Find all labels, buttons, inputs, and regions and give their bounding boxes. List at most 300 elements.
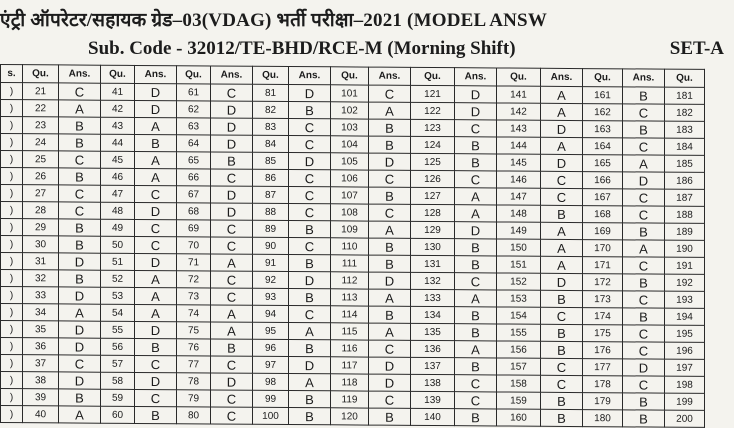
question-number-cell: 128 [411,204,455,221]
answer-cell: C [211,288,253,305]
question-number-cell: 72 [177,271,211,288]
header-serial: s. [1,65,23,83]
question-number-cell: 126 [411,170,455,187]
answer-cell: D [135,100,177,117]
answer-cell: B [289,408,331,425]
answer-cell: D [59,287,101,304]
question-number-cell: 112 [331,272,369,289]
header-answer: Ans. [59,65,101,83]
answer-cell: C [369,204,411,221]
header-question: Qu. [411,67,455,85]
answer-cell: A [369,323,411,340]
question-number-cell: 159 [497,392,541,409]
answer-cell: C [211,220,253,237]
answer-cell: D [211,135,253,152]
question-number-cell: 89 [253,220,289,237]
answer-cell: C [369,85,411,102]
question-number-cell: 136 [411,340,455,357]
answer-cell: D [59,338,101,355]
answer-cell: D [211,118,253,135]
question-number-cell: 108 [331,204,369,221]
header-question: Qu. [23,65,59,83]
answer-cell: A [455,341,497,358]
question-number-cell: 42 [101,100,135,117]
answer-cell: D [369,272,411,289]
header-question: Qu. [497,68,541,86]
answer-cell: C [369,340,411,357]
subject-code: Sub. Code - 32012/TE-BHD/RCE-M (Morning Shift) [88,38,516,59]
question-number-cell: 113 [331,289,369,306]
answer-cell: D [623,172,665,189]
serial-cell: ) [1,389,23,406]
answer-cell: A [59,304,101,321]
question-number-cell: 127 [411,187,455,204]
answer-cell: A [541,239,583,256]
question-number-cell: 46 [101,168,135,185]
question-number-cell: 37 [23,355,59,372]
question-number-cell: 121 [411,85,455,102]
question-number-cell: 94 [253,305,289,322]
question-number-cell: 162 [583,104,623,121]
question-number-cell: 177 [583,359,623,376]
answer-cell: C [59,185,101,202]
serial-cell: ) [1,100,23,117]
answer-cell: A [289,374,331,391]
answer-cell: D [541,120,583,137]
question-number-cell: 66 [177,169,211,186]
header-question: Qu. [583,69,623,87]
answer-cell: B [59,389,101,406]
answer-cell: A [541,137,583,154]
question-number-cell: 182 [665,104,705,121]
answer-cell: A [369,289,411,306]
answer-cell: D [289,85,331,102]
answer-cell: C [211,407,253,424]
question-number-cell: 65 [177,152,211,169]
question-number-cell: 22 [23,100,59,117]
answer-cell: B [211,152,253,169]
answer-cell: B [59,270,101,287]
answer-cell: B [289,221,331,238]
answer-cell: B [369,136,411,153]
question-number-cell: 170 [583,240,623,257]
answer-cell: C [455,171,497,188]
question-number-cell: 56 [101,338,135,355]
question-number-cell: 167 [583,189,623,206]
answer-cell: C [289,187,331,204]
answer-cell: B [541,290,583,307]
answer-cell: A [135,287,177,304]
question-number-cell: 88 [253,203,289,220]
serial-cell: ) [1,372,23,389]
header-answer: Ans. [135,65,177,83]
question-number-cell: 157 [497,358,541,375]
serial-cell: ) [1,304,23,321]
answer-cell: C [623,257,665,274]
question-number-cell: 39 [23,389,59,406]
question-number-cell: 191 [665,257,705,274]
answer-cell: C [289,204,331,221]
question-number-cell: 44 [101,134,135,151]
answer-cell: D [455,86,497,103]
question-number-cell: 145 [497,154,541,171]
answer-cell: A [541,256,583,273]
answer-cell: C [455,273,497,290]
answer-cell: B [623,87,665,104]
answer-cell: A [289,323,331,340]
question-number-cell: 150 [497,239,541,256]
set-label: SET-A [669,38,724,59]
question-number-cell: 98 [253,373,289,390]
answer-cell: A [541,103,583,120]
answer-cell: B [541,409,583,426]
answer-cell: B [289,102,331,119]
answer-cell: B [289,340,331,357]
question-number-cell: 199 [665,393,705,410]
answer-cell: C [455,392,497,409]
question-number-cell: 132 [411,272,455,289]
serial-cell: ) [1,406,23,423]
question-number-cell: 120 [331,408,369,425]
question-number-cell: 67 [177,186,211,203]
answer-cell: A [455,205,497,222]
question-number-cell: 43 [101,117,135,134]
answer-cell: B [541,324,583,341]
question-number-cell: 76 [177,339,211,356]
header-question: Qu. [665,69,705,87]
question-number-cell: 97 [253,356,289,373]
question-number-cell: 69 [177,220,211,237]
answer-cell: D [59,321,101,338]
question-number-cell: 41 [101,83,135,100]
question-number-cell: 86 [253,169,289,186]
answer-cell: A [455,188,497,205]
question-number-cell: 29 [23,219,59,236]
answer-cell: D [211,203,253,220]
answer-cell: B [369,238,411,255]
header-answer: Ans. [211,66,253,84]
question-number-cell: 183 [665,121,705,138]
question-number-cell: 172 [583,274,623,291]
question-number-cell: 64 [177,135,211,152]
answer-cell: D [369,153,411,170]
answer-cell: D [541,154,583,171]
answer-cell: A [59,100,101,117]
answer-cell: B [623,223,665,240]
question-number-cell: 40 [23,406,59,423]
question-number-cell: 185 [665,155,705,172]
question-number-cell: 142 [497,103,541,120]
question-number-cell: 143 [497,120,541,137]
table-row [1,406,705,428]
question-number-cell: 168 [583,206,623,223]
answer-cell: C [211,356,253,373]
question-number-cell: 148 [497,205,541,222]
question-number-cell: 25 [23,151,59,168]
header-answer: Ans. [369,67,411,85]
question-number-cell: 82 [253,101,289,118]
question-number-cell: 125 [411,153,455,170]
answer-cell: B [369,187,411,204]
answer-cell: B [59,219,101,236]
answer-cell: B [289,391,331,408]
header-question: Qu. [177,66,211,84]
answer-cell: C [59,202,101,219]
question-number-cell: 186 [665,172,705,189]
answer-cell: A [455,290,497,307]
question-number-cell: 71 [177,254,211,271]
question-number-cell: 123 [411,119,455,136]
question-number-cell: 49 [101,219,135,236]
question-number-cell: 103 [331,119,369,136]
question-number-cell: 161 [583,87,623,104]
question-number-cell: 52 [101,270,135,287]
header-answer: Ans. [623,69,665,87]
question-number-cell: 74 [177,305,211,322]
question-number-cell: 45 [101,151,135,168]
answer-cell: B [211,339,253,356]
answer-cell: C [135,389,177,406]
answer-cell: C [211,271,253,288]
answer-cell: B [455,358,497,375]
question-number-cell: 93 [253,288,289,305]
answer-cell: A [369,221,411,238]
question-number-cell: 181 [665,87,705,104]
question-number-cell: 73 [177,288,211,305]
question-number-cell: 124 [411,136,455,153]
question-number-cell: 80 [177,407,211,424]
question-number-cell: 187 [665,189,705,206]
question-number-cell: 77 [177,356,211,373]
question-number-cell: 36 [23,338,59,355]
answer-cell: B [455,239,497,256]
header-answer: Ans. [455,68,497,86]
header-question: Qu. [253,66,289,84]
answer-cell: D [135,83,177,100]
answer-cell: B [289,289,331,306]
question-number-cell: 68 [177,203,211,220]
question-number-cell: 198 [665,376,705,393]
question-number-cell: 105 [331,153,369,170]
answer-cell: B [455,137,497,154]
answer-cell: A [59,406,101,423]
question-number-cell: 70 [177,237,211,254]
question-number-cell: 51 [101,253,135,270]
answer-cell: C [623,342,665,359]
answer-cell: C [59,355,101,372]
answer-cell: D [369,374,411,391]
answer-cell: A [135,117,177,134]
question-number-cell: 153 [497,290,541,307]
question-number-cell: 180 [583,410,623,427]
question-number-cell: 26 [23,168,59,185]
answer-cell: B [541,205,583,222]
question-number-cell: 171 [583,257,623,274]
answer-cell: C [211,390,253,407]
answer-cell: C [541,358,583,375]
answer-cell: C [211,169,253,186]
question-number-cell: 96 [253,339,289,356]
question-number-cell: 59 [101,389,135,406]
question-number-cell: 27 [23,185,59,202]
question-number-cell: 166 [583,172,623,189]
question-number-cell: 135 [411,323,455,340]
question-number-cell: 131 [411,255,455,272]
answer-cell: B [623,274,665,291]
answer-cell: B [369,306,411,323]
question-number-cell: 189 [665,223,705,240]
answer-cell: B [623,121,665,138]
question-number-cell: 118 [331,374,369,391]
answer-cell: C [455,120,497,137]
question-number-cell: 175 [583,325,623,342]
question-number-cell: 92 [253,271,289,288]
answer-cell: B [59,134,101,151]
serial-cell: ) [1,117,23,134]
answer-cell: A [211,305,253,322]
answer-cell: B [455,324,497,341]
answer-cell: B [455,409,497,426]
answer-cell: B [59,117,101,134]
answer-cell: B [369,255,411,272]
question-number-cell: 62 [177,101,211,118]
header-answer: Ans. [289,67,331,85]
answer-cell: C [135,219,177,236]
question-number-cell: 169 [583,223,623,240]
question-number-cell: 200 [665,410,705,427]
answer-cell: C [455,375,497,392]
answer-cell: D [59,253,101,270]
answer-cell: D [211,373,253,390]
question-number-cell: 197 [665,359,705,376]
answer-cell: A [623,240,665,257]
answer-cell: D [289,272,331,289]
question-number-cell: 110 [331,238,369,255]
question-number-cell: 75 [177,322,211,339]
question-number-cell: 24 [23,134,59,151]
answer-cell: C [211,237,253,254]
question-number-cell: 138 [411,374,455,391]
question-number-cell: 149 [497,222,541,239]
answer-cell: D [455,103,497,120]
answer-cell: C [623,206,665,223]
question-number-cell: 79 [177,390,211,407]
question-number-cell: 99 [253,390,289,407]
header-answer: Ans. [541,68,583,86]
answer-cell: D [59,372,101,389]
question-number-cell: 61 [177,84,211,101]
answer-cell: C [541,375,583,392]
question-number-cell: 119 [331,391,369,408]
serial-cell: ) [1,134,23,151]
answer-cell: B [455,256,497,273]
answer-cell: C [289,136,331,153]
question-number-cell: 78 [177,373,211,390]
question-number-cell: 179 [583,393,623,410]
question-number-cell: 55 [101,321,135,338]
serial-cell: ) [1,338,23,355]
question-number-cell: 164 [583,138,623,155]
question-number-cell: 57 [101,355,135,372]
question-number-cell: 54 [101,304,135,321]
question-number-cell: 100 [253,407,289,424]
answer-cell: B [289,255,331,272]
question-number-cell: 23 [23,117,59,134]
answer-cell: B [369,408,411,425]
answer-cell: C [623,325,665,342]
answer-cell: A [135,270,177,287]
question-number-cell: 195 [665,325,705,342]
answer-cell: B [541,392,583,409]
question-number-cell: 34 [23,304,59,321]
question-number-cell: 53 [101,287,135,304]
question-number-cell: 90 [253,237,289,254]
answer-cell: B [623,393,665,410]
question-number-cell: 178 [583,376,623,393]
question-number-cell: 196 [665,342,705,359]
answer-cell: B [455,154,497,171]
header-question: Qu. [101,65,135,83]
question-number-cell: 28 [23,202,59,219]
serial-cell: ) [1,185,23,202]
question-number-cell: 109 [331,221,369,238]
question-number-cell: 176 [583,342,623,359]
answer-cell: B [59,236,101,253]
question-number-cell: 151 [497,256,541,273]
answer-cell: D [211,186,253,203]
answer-cell: C [623,138,665,155]
answer-cell: B [455,307,497,324]
question-number-cell: 107 [331,187,369,204]
question-number-cell: 129 [411,221,455,238]
answer-cell: C [623,376,665,393]
question-number-cell: 63 [177,118,211,135]
serial-cell: ) [1,287,23,304]
answer-cell: C [541,188,583,205]
answer-cell: C [623,104,665,121]
question-number-cell: 173 [583,291,623,308]
answer-cell: D [211,101,253,118]
question-number-cell: 141 [497,86,541,103]
question-number-cell: 102 [331,102,369,119]
question-number-cell: 163 [583,121,623,138]
question-number-cell: 38 [23,372,59,389]
answer-cell: C [369,170,411,187]
question-number-cell: 104 [331,136,369,153]
header-question: Qu. [331,67,369,85]
answer-cell: C [289,306,331,323]
answer-cell: C [289,119,331,136]
answer-cell: C [135,185,177,202]
question-number-cell: 155 [497,324,541,341]
answer-cell: B [135,134,177,151]
answer-cell: D [289,153,331,170]
answer-cell: D [135,253,177,270]
serial-cell: ) [1,151,23,168]
question-number-cell: 83 [253,118,289,135]
answer-cell: A [623,155,665,172]
question-number-cell: 115 [331,323,369,340]
question-number-cell: 58 [101,372,135,389]
question-number-cell: 84 [253,135,289,152]
answer-cell: C [59,151,101,168]
answer-cell: D [623,359,665,376]
answer-cell: A [211,254,253,271]
question-number-cell: 31 [23,253,59,270]
answer-cell: B [541,341,583,358]
answer-cell: C [135,236,177,253]
answer-cell: B [135,406,177,423]
